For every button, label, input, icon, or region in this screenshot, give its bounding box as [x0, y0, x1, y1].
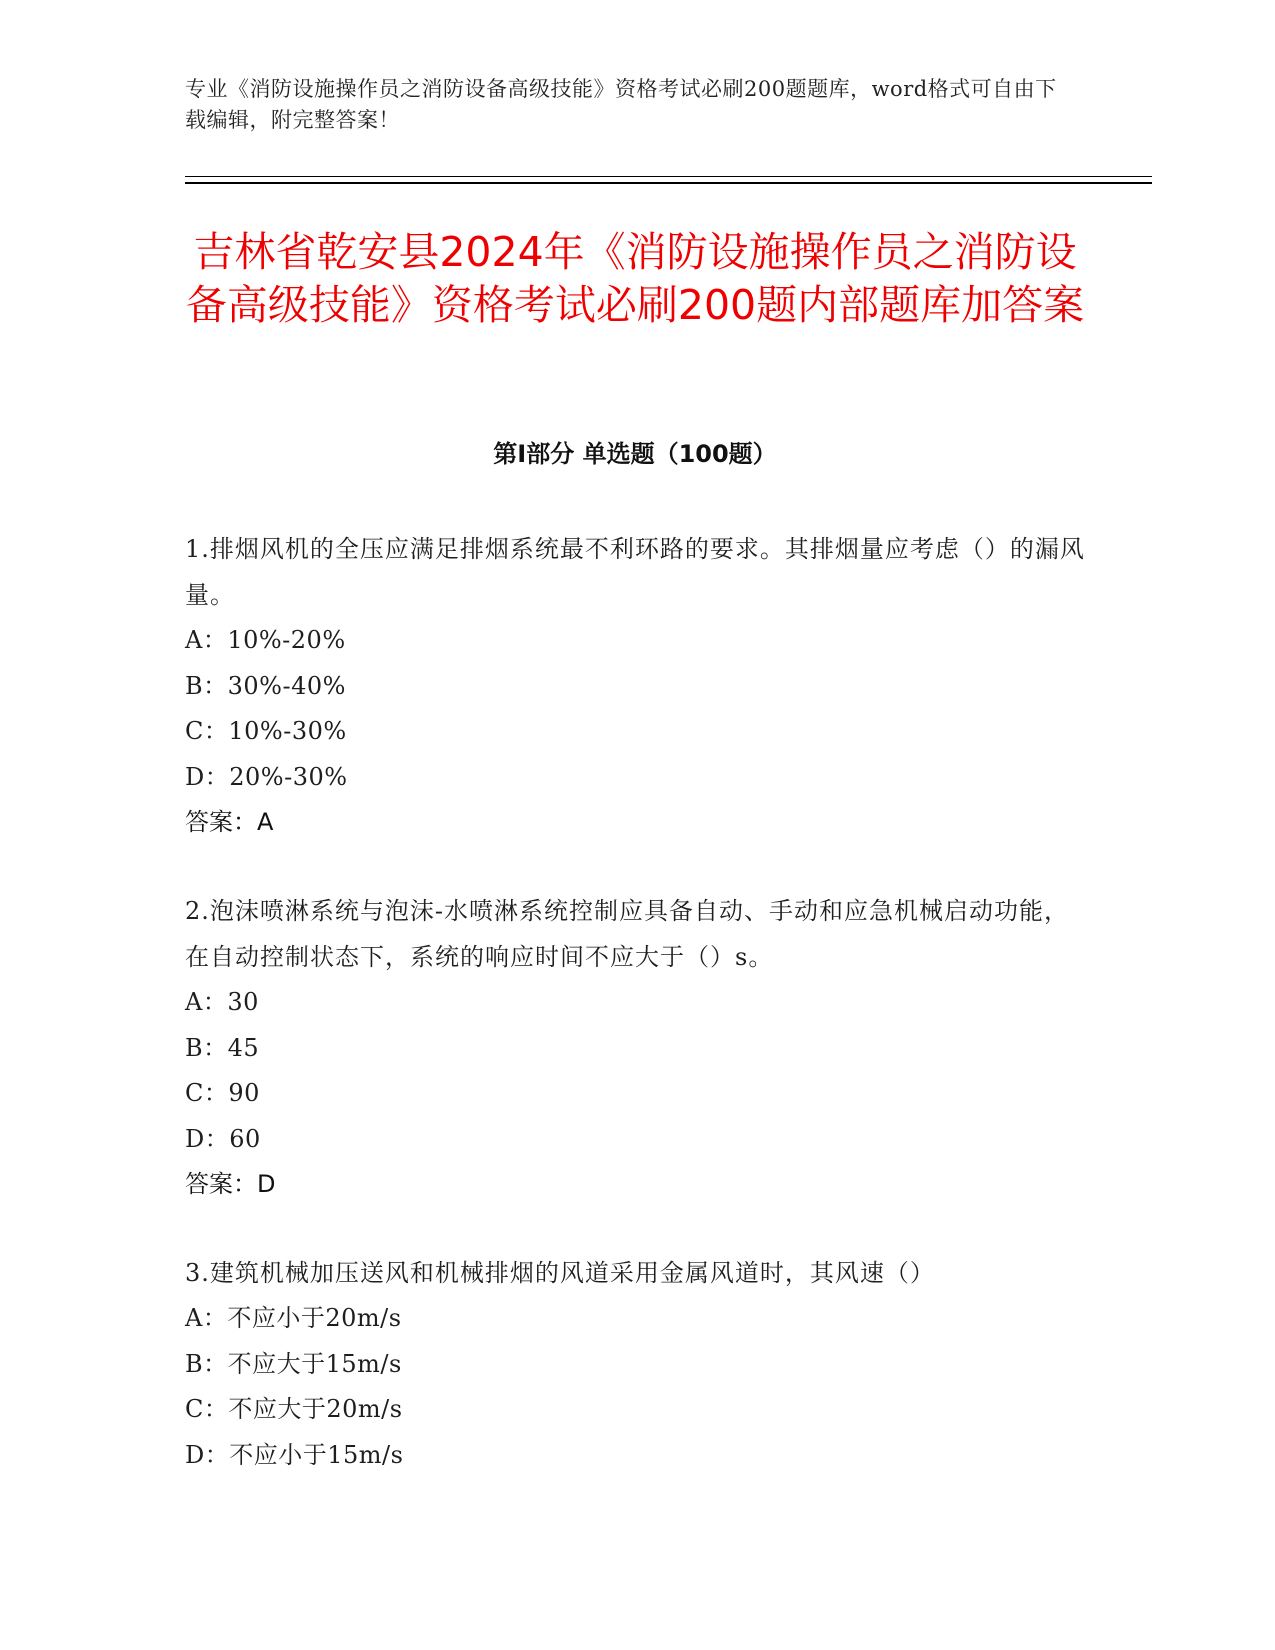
option-b: B：不应大于15m/s [185, 1349, 402, 1378]
option-a: A：30 [185, 988, 259, 1016]
option-c: C：90 [185, 1079, 260, 1107]
document-title: 吉林省乾安县2024年《消防设施操作员之消防设备高级技能》资格考试必刷200题内部题库加答案 [185, 228, 1085, 329]
question-text: 3.建筑机械加压送风和机械排烟的风道采用金属风道时，其风速（） [185, 1259, 935, 1287]
question-3 [185, 1250, 1085, 1478]
question-text: 1.排烟风机的全压应满足排烟系统最不利环路的要求。其排烟量应考虑（）的漏风量。 [185, 535, 1085, 609]
option-a: A：不应小于20m/s [185, 1304, 402, 1332]
option-d: D：不应小于15m/s [185, 1440, 404, 1469]
option-c: C：不应大于20m/s [185, 1395, 403, 1423]
question-2 [185, 888, 1085, 1207]
option-a: A：10%-20% [185, 626, 346, 654]
option-c: C：10%-30% [185, 717, 347, 745]
section-title: 第Ⅰ部分 单选题（100题） [493, 440, 777, 468]
option-b: B：30%-40% [185, 671, 346, 700]
header-divider-top [185, 176, 1152, 177]
header-note: 专业《消防设施操作员之消防设备高级技能》资格考试必刷200题题库，word格式可自由下载编辑，附完整答案！ [185, 77, 1057, 132]
header-divider-bottom [185, 182, 1152, 184]
option-b: B：45 [185, 1033, 260, 1062]
option-d: D：20%-30% [185, 762, 348, 791]
option-d: D：60 [185, 1124, 261, 1153]
answer: 答案：D [185, 1170, 276, 1198]
question-text: 2.泡沫喷淋系统与泡沫-水喷淋系统控制应具备自动、手动和应急机械启动功能，在自动控制状态下，系统的响应时间不应大于（）s。 [185, 897, 1070, 971]
question-1 [185, 526, 1085, 845]
answer: 答案：A [185, 808, 274, 836]
